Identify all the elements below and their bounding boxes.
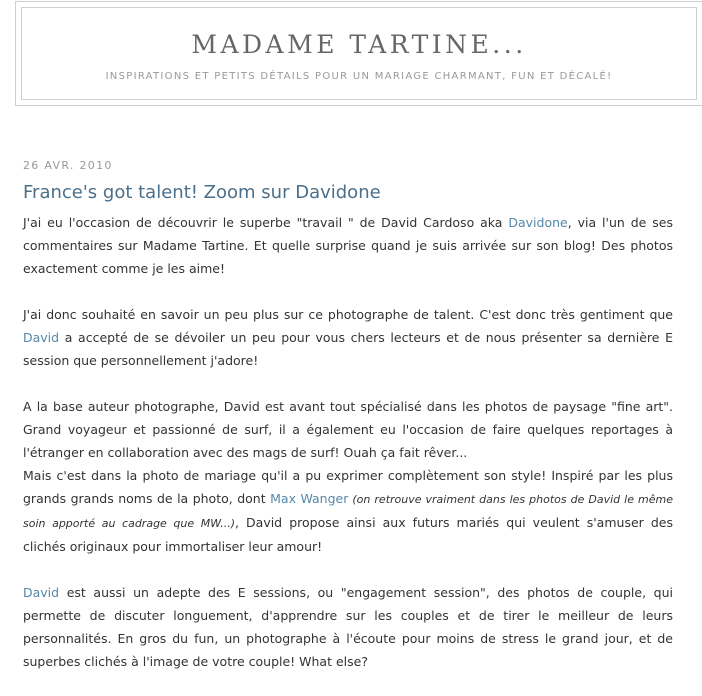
post-paragraph-1 (23, 211, 673, 280)
post-title[interactable]: France's got talent! Zoom sur Davidone (23, 182, 381, 203)
paragraph-text: Mais c'est dans la photo de mariage qu'il a pu exprimer complètement son style! Inspiré par les plus grands grands noms de la photo, dont (23, 468, 673, 506)
link-max-wanger[interactable]: Max Wanger (270, 491, 349, 506)
paragraph-text: A la base auteur photographe, David est avant tout spécialisé dans les photos de paysage "fine art". Grand voyageur et passionné de surf, il a également eu l'occasion de faire quelques reportages à l'étranger en collaboration avec des mags de surf! Ouah ça fait rêver... (23, 399, 673, 460)
post-paragraph-4 (23, 464, 673, 558)
post-paragraph-2 (23, 303, 673, 372)
blog-description: INSPIRATIONS ET PETITS DÉTAILS POUR UN MARIAGE CHARMANT, FUN ET DÉCALÉ! (105, 71, 613, 82)
post-date: 26 AVR. 2010 (23, 159, 113, 172)
link-david[interactable]: David (23, 330, 60, 345)
post-body (23, 211, 673, 696)
post-paragraph-3 (23, 395, 673, 464)
paragraph-text: , via l'un de ses commentaires sur Madame Tartine. Et quelle surprise quand je suis arrivée sur son blog! Des photos exactement comme je les aime! (23, 215, 673, 276)
post-paragraph-5 (23, 581, 673, 673)
paragraph-text: J'ai eu l'occasion de découvrir le superbe "travail " de David Cardoso aka (23, 215, 509, 230)
paragraph-text: a accepté de se dévoiler un peu pour vous chers lecteurs et de nous présenter sa dernière E session que personnellement j'adore! (23, 330, 673, 368)
blog-header (15, 1, 702, 106)
blog-title[interactable]: MADAME TARTINE... (191, 30, 527, 59)
paragraph-text: J'ai donc souhaité en savoir un peu plus sur ce photographe de talent. C'est donc très gentiment que (23, 307, 673, 322)
paragraph-text: est aussi un adepte des E sessions, ou "engagement session", des photos de couple, qui permette de discuter longuement, d'apprendre sur les couples et de tirer le meilleur de leurs personnalités. En gros du fun, un photographe à l'écoute pour moins de stress le grand jour, et de superbes clichés à l'image de votre couple! What else? (23, 585, 673, 669)
paragraph-text: , David propose ainsi aux futurs mariés qui veulent s'amuser des clichés originaux pour immortaliser leur amour! (23, 515, 673, 554)
link-davidone[interactable]: Davidone (508, 215, 568, 230)
blog-header-inner (21, 7, 697, 100)
link-david-2[interactable]: David (23, 585, 60, 600)
paragraph-aside: (on retrouve vraiment dans les photos de David le même soin apporté au cadrage que MW...) (23, 493, 673, 530)
